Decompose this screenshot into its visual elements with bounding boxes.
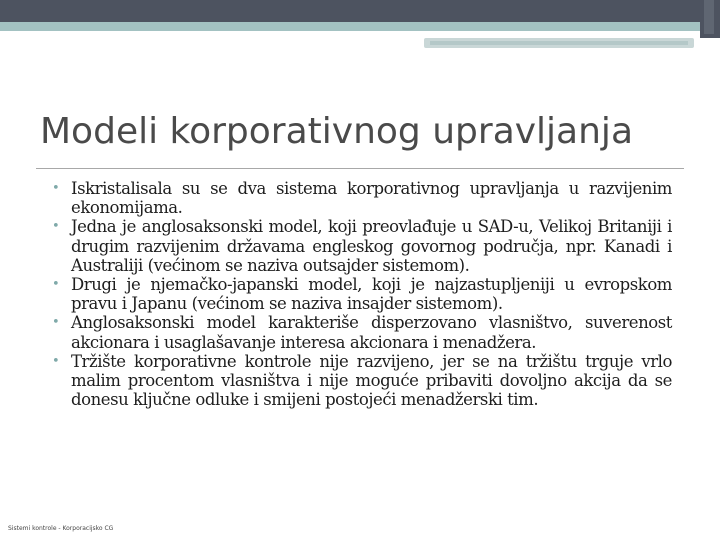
- bullet-icon: •: [52, 315, 60, 331]
- corner-decor-inner: [704, 0, 714, 34]
- bullet-text: Jedna je anglosaksonski model, koji preovlađuje u SAD-u, Velikoj Britaniji i drugim razvijenim državama engleskog govornog područja, npr. Kanadi i Australiji (većinom se naziva outsajder sistemom).: [71, 217, 672, 275]
- bullet-text: Iskristalisala su se dva sistema korporativnog upravljanja u razvijenim ekonomijama.: [71, 179, 672, 218]
- bullet-text: Anglosaksonski model karakteriše disperzovano vlasništvo, suverenost akcionara i usaglašavanje interesa akcionara i menadžera.: [71, 313, 672, 352]
- bullet-icon: •: [52, 353, 60, 369]
- slide-footer: Sistemi kontrole - Korporacijsko CG: [8, 525, 114, 532]
- bullet-item: [52, 313, 672, 351]
- top-accent-bar: [0, 22, 720, 31]
- bullet-icon: •: [52, 181, 60, 196]
- bullet-item: [52, 352, 672, 410]
- bullet-item: [52, 275, 672, 313]
- top-decor-bar: [0, 0, 720, 22]
- bullet-item: [52, 217, 672, 275]
- header-tab-decor: [424, 38, 694, 48]
- bullet-item: [52, 179, 672, 217]
- bullet-text: Drugi je njemačko-japanski model, koji je najzastupljeniji u evropskom pravu i Japanu (većinom se naziva insajder sistemom).: [71, 275, 672, 314]
- bullet-list: [52, 179, 672, 409]
- slide-title: Modeli korporativnog upravljanja: [40, 111, 633, 152]
- bullet-text: Tržište korporativne kontrole nije razvijeno, jer se na tržištu trguje vrlo malim procentom vlasništva i nije moguće pribaviti dovoljno akcija da se donesu ključne odluke i smijeni postojeći menadžerski tim.: [71, 351, 672, 410]
- bullet-icon: •: [52, 277, 60, 293]
- title-divider: [36, 168, 684, 169]
- bullet-icon: •: [52, 219, 60, 235]
